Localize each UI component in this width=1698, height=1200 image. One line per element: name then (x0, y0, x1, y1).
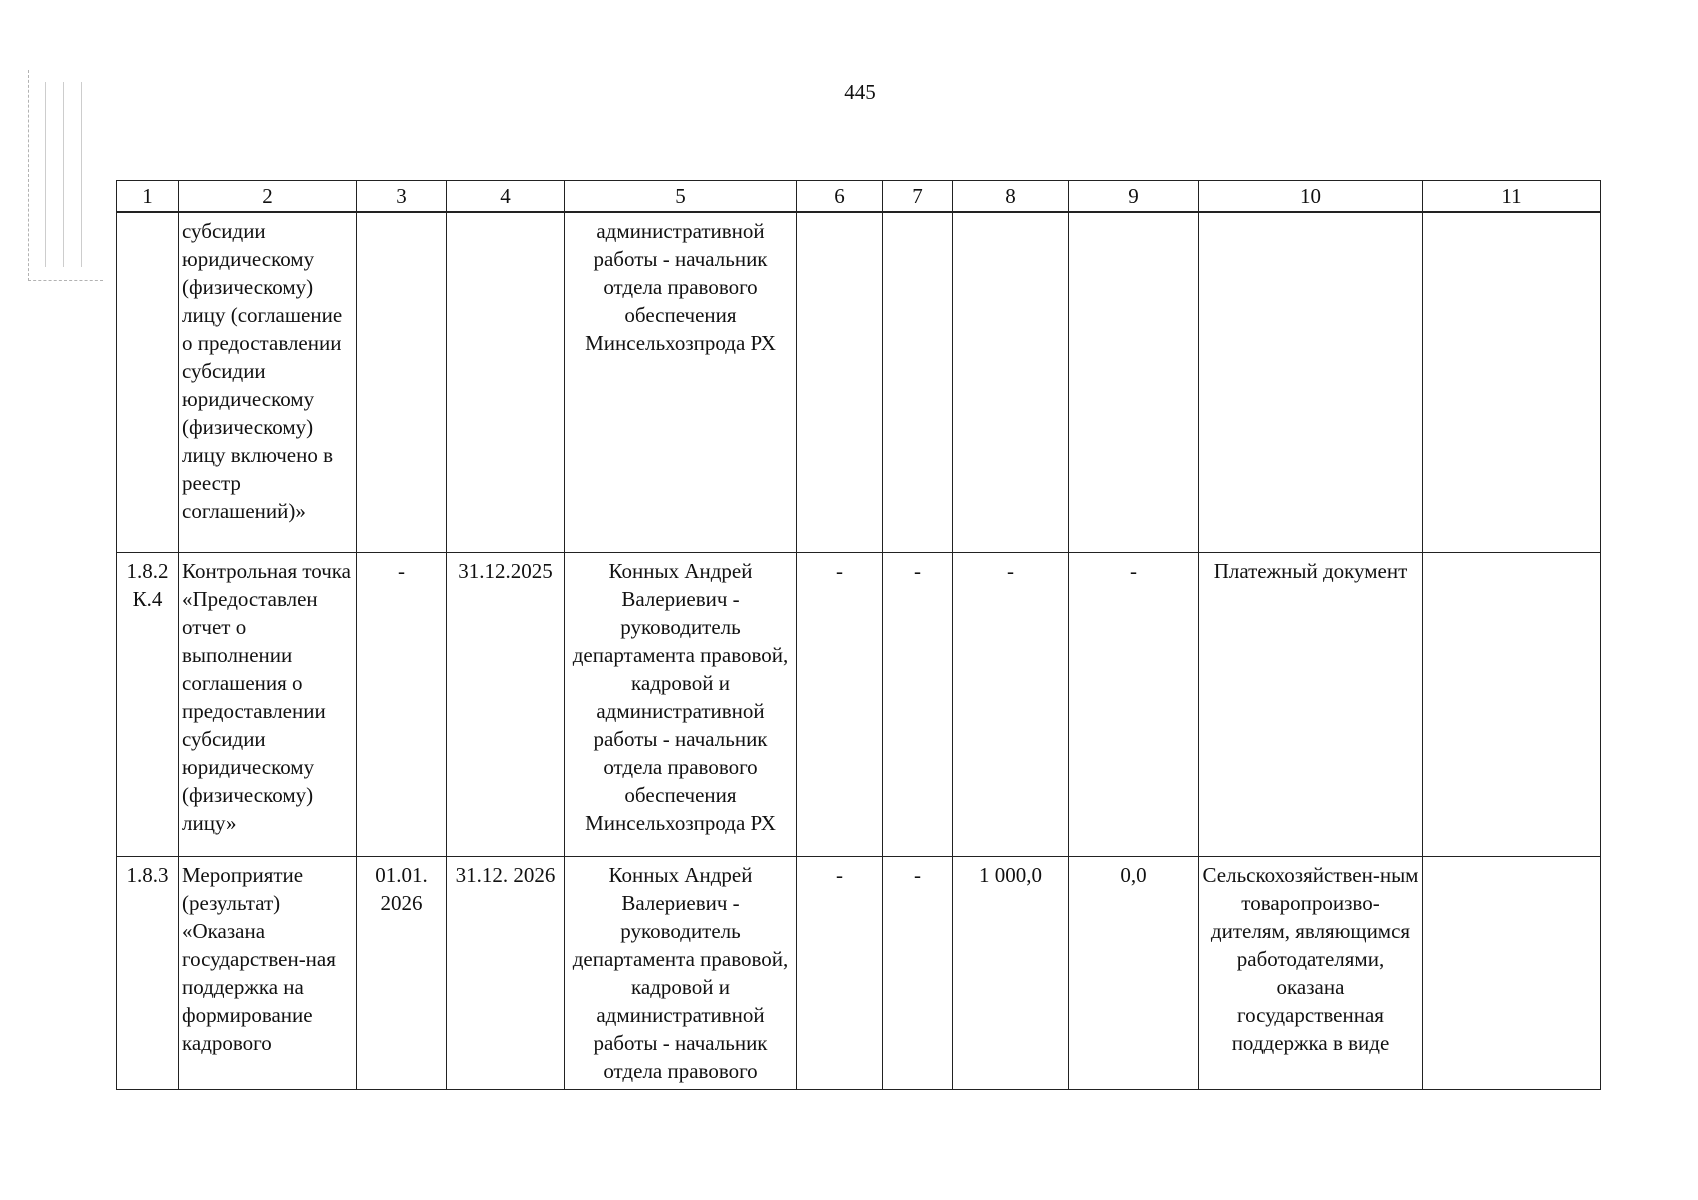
note-cell (1423, 856, 1601, 1089)
description-cell: субсидии юридическому (физическому) лицу (соглашение о предоставлении субсидии юридическому (физическому) лицу включено в реестр соглашений)» (179, 212, 357, 552)
table-row (117, 212, 1601, 552)
end-date-cell: 31.12. 2026 (447, 856, 565, 1089)
result-cell: Платежный документ (1199, 552, 1423, 856)
page-number: 445 (844, 80, 876, 104)
value-cell: - (797, 856, 883, 1089)
row-number-cell: 1.8.2 К.4 (117, 552, 179, 856)
responsible-cell: Конных Андрей Валериевич - руководитель департамента правовой, кадровой и административной работы - начальник отдела правового обеспечения Минсельхозпрода РХ (565, 552, 797, 856)
result-cell (1199, 212, 1423, 552)
start-date-cell (357, 212, 447, 552)
value-cell: - (797, 552, 883, 856)
value-cell (953, 212, 1069, 552)
value-cell: - (883, 552, 953, 856)
column-header: 5 (565, 181, 797, 213)
start-date-cell: 01.01. 2026 (357, 856, 447, 1089)
value-cell (1069, 212, 1199, 552)
table-row (117, 856, 1601, 1089)
start-date-cell: - (357, 552, 447, 856)
table-row (117, 552, 1601, 856)
description-cell: Мероприятие (результат) «Оказана государствен-ная поддержка на формирование кадрового (179, 856, 357, 1089)
column-header: 7 (883, 181, 953, 213)
responsible-cell: административной работы - начальник отдела правового обеспечения Минсельхозпрода РХ (565, 212, 797, 552)
result-cell: Сельскохозяйствен-ным товаропроизво-дителям, являющимся работодателями, оказана государственная поддержка в виде (1199, 856, 1423, 1089)
column-header: 10 (1199, 181, 1423, 213)
column-header: 11 (1423, 181, 1601, 213)
value-cell: - (953, 552, 1069, 856)
value-cell: 0,0 (1069, 856, 1199, 1089)
value-cell: - (1069, 552, 1199, 856)
value-cell: - (883, 856, 953, 1089)
value-cell (797, 212, 883, 552)
value-cell: 1 000,0 (953, 856, 1069, 1089)
column-header: 6 (797, 181, 883, 213)
column-header: 3 (357, 181, 447, 213)
note-cell (1423, 552, 1601, 856)
column-header: 8 (953, 181, 1069, 213)
end-date-cell (447, 212, 565, 552)
responsible-cell: Конных Андрей Валериевич - руководитель департамента правовой, кадровой и административной работы - начальник отдела правового (565, 856, 797, 1089)
header-row (117, 181, 1601, 213)
row-number-cell (117, 212, 179, 552)
end-date-cell: 31.12.2025 (447, 552, 565, 856)
column-header: 4 (447, 181, 565, 213)
value-cell (883, 212, 953, 552)
stamp-lines (39, 82, 95, 267)
column-header: 1 (117, 181, 179, 213)
description-cell: Контрольная точка «Предоставлен отчет о выполнении соглашения о предоставлении субсидии юридическому (физическому) лицу» (179, 552, 357, 856)
column-header: 9 (1069, 181, 1199, 213)
plan-table (116, 180, 1601, 1090)
row-number-cell: 1.8.3 (117, 856, 179, 1089)
column-header: 2 (179, 181, 357, 213)
note-cell (1423, 212, 1601, 552)
margin-stamp (28, 70, 103, 281)
